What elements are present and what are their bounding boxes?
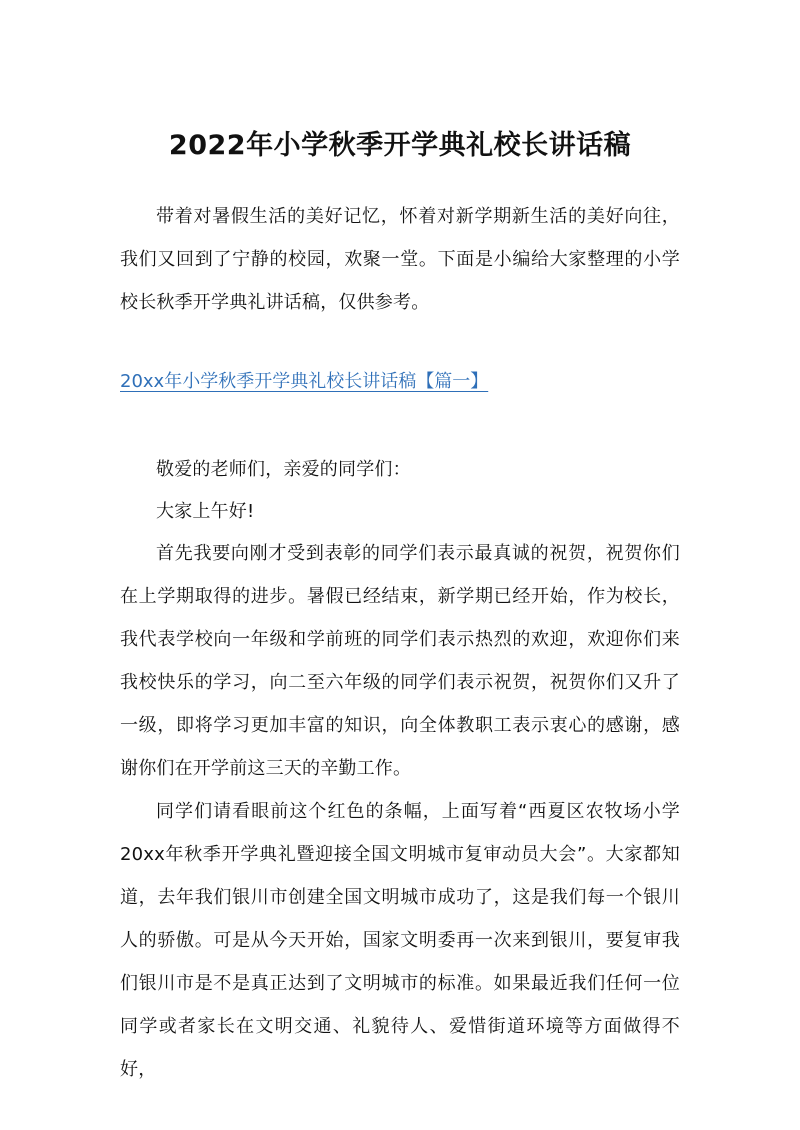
body-paragraph-2: 同学们请看眼前这个红色的条幅，上面写着“西夏区农牧场小学20xx年秋季开学典礼暨迎接全国文明城市复审动员大会”。大家都知道，去年我们银川市创建全国文明城市成功了，这是我们每一个银川人的骄傲。可是从今天开始，国家文明委再一次来到银川，要复审我们银川市是不是真正达到了文明城市的标准。如果最近我们任何一位同学或者家长在文明交通、礼貌待人、爱惜街道环境等方面做得不好， <box>120 801 680 1080</box>
intro-paragraph: 带着对暑假生活的美好记忆，怀着对新学期新生活的美好向往，我们又回到了宁静的校园，欢聚一堂。下面是小编给大家整理的小学校长秋季开学典礼讲话稿，仅供参考。 <box>120 206 680 313</box>
greeting-line: 敬爱的老师们，亲爱的同学们： <box>156 459 411 480</box>
body-paragraph-1: 首先我要向刚才受到表彰的同学们表示最真诚的祝贺，祝贺你们在上学期取得的进步。暑假已经结束，新学期已经开始，作为校长，我代表学校向一年级和学前班的同学们表示热烈的欢迎，欢迎你们来我校快乐的学习，向二至六年级的同学们表示祝贺，祝贺你们又升了一级，即将学习更加丰富的知识，向全体教职工表示衷心的感谢，感谢你们在开学前这三天的辛勤工作。 <box>120 543 680 779</box>
morning-greeting: 大家上午好! <box>156 501 255 522</box>
section-heading-link[interactable]: 20xx年小学秋季开学典礼校长讲话稿【篇一】 <box>120 371 489 392</box>
page-title: 2022年小学秋季开学典礼校长讲话稿 <box>168 130 632 161</box>
